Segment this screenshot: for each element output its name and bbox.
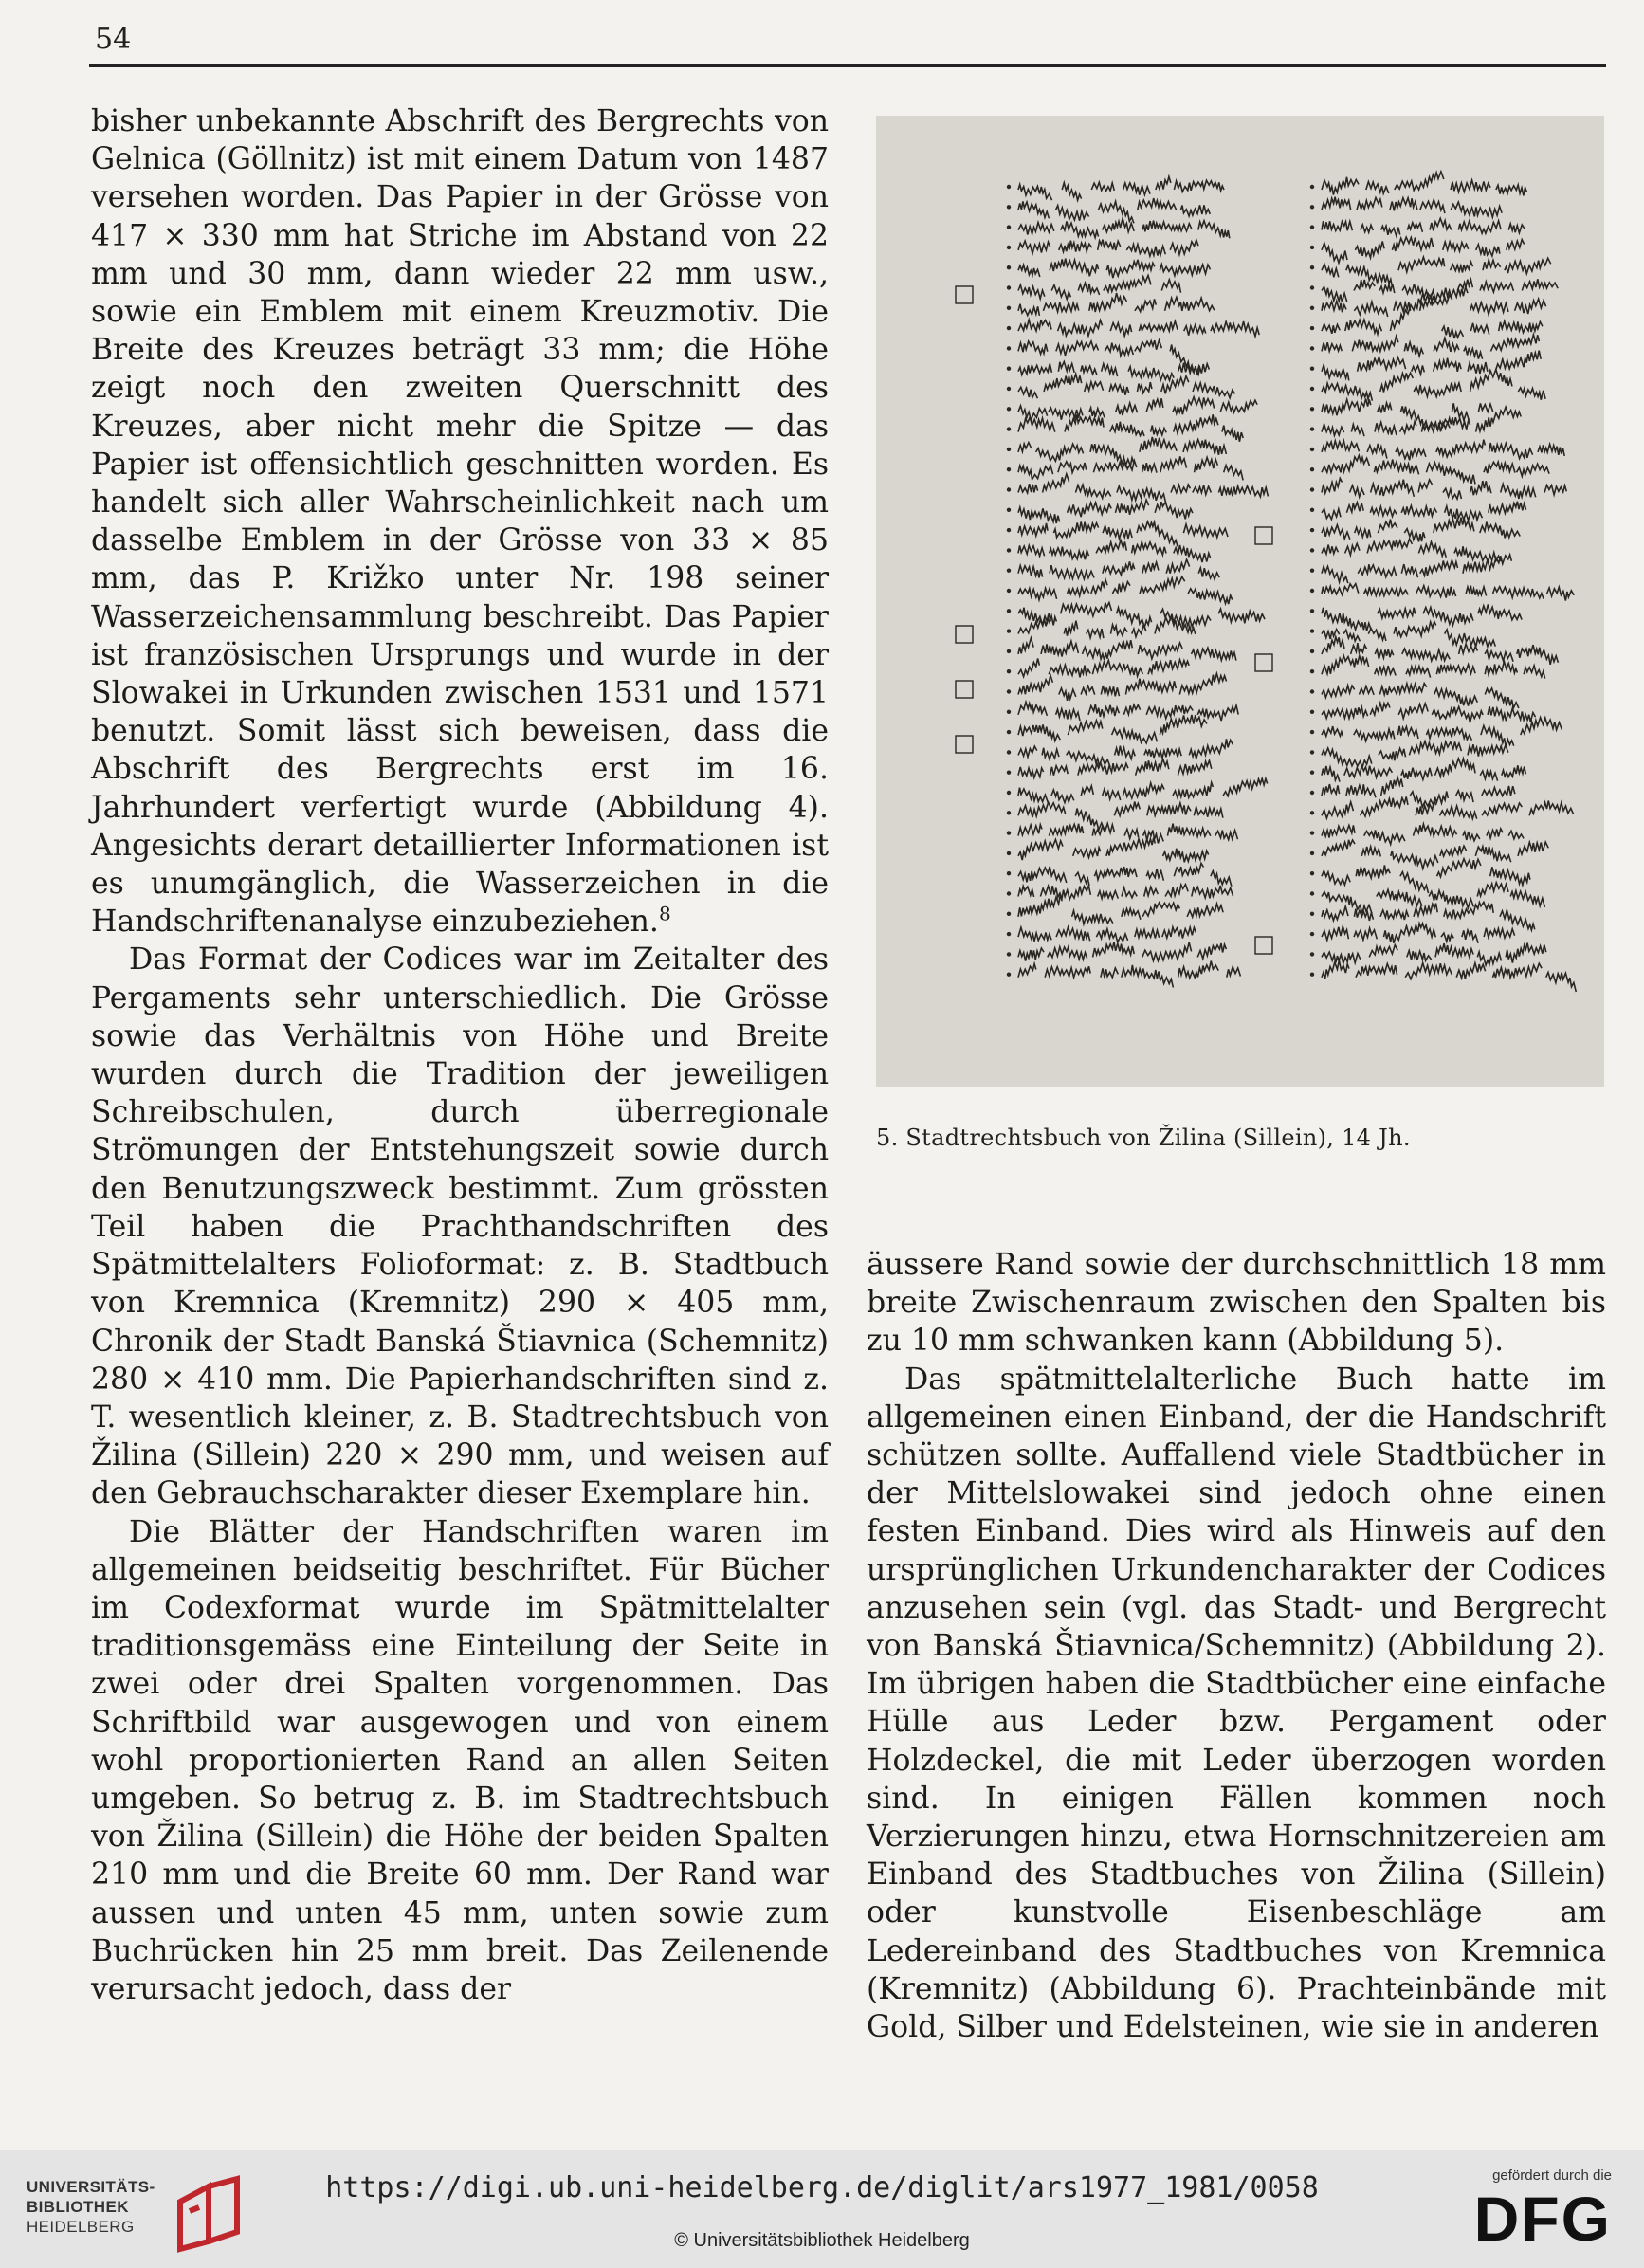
manuscript-bullet bbox=[1310, 831, 1314, 834]
manuscript-bullet bbox=[1007, 548, 1011, 552]
manuscript-bullet bbox=[1310, 548, 1314, 552]
manuscript-bullet bbox=[1310, 912, 1314, 916]
left-paragraph bbox=[91, 1513, 829, 2009]
manuscript-bullet bbox=[1007, 932, 1011, 936]
manuscript-bullet bbox=[1310, 649, 1314, 653]
source-url-link[interactable]: https://digi.ub.uni-heidelberg.de/diglit/ars1977_1981/0058 bbox=[325, 2171, 1319, 2204]
manuscript-bullet bbox=[1310, 326, 1314, 330]
manuscript-bullet bbox=[1310, 265, 1314, 269]
manuscript-bullet bbox=[1007, 427, 1011, 430]
library-name-line1: UNIVERSITÄTS- bbox=[27, 2178, 155, 2196]
manuscript-bullet bbox=[1007, 589, 1011, 593]
paragraph-text: Das Format der Codices war im Zeitalter des Pergaments sehr unterschiedlich. Die Grösse sowie das Verhältnis von Höhe und Breite wurden durch die Tradition der jeweiligen Schreibschulen, durch überregionale Strömungen der Entstehungszeit sowie durch den Benutzungszweck bestimmt. Zum grössten Teil haben die Prachthandschriften des Spätmittelalters Folioformat: z. B. Stadtbuch von Kremnica (Kremnitz) 290 × 405 mm, Chronik der Stadt Banská Štiavnica (Schemnitz) 280 × 410 mm. Die Papierhandschriften sind z. T. wesentlich kleiner, z. B. Stadtrechtsbuch von Žilina (Sillein) 220 × 290 mm, und weisen auf den Gebrauchscharakter dieser Exemplare hin. bbox=[91, 942, 829, 1511]
manuscript-bullet bbox=[1007, 407, 1011, 411]
manuscript-bullet bbox=[1007, 467, 1011, 471]
manuscript-bullet bbox=[1007, 973, 1011, 977]
manuscript-bullet bbox=[1310, 205, 1314, 209]
right-paragraph bbox=[867, 1361, 1606, 2047]
manuscript-bullet bbox=[1310, 487, 1314, 491]
manuscript-bullet bbox=[1310, 932, 1314, 936]
manuscript-bullet bbox=[1310, 407, 1314, 411]
manuscript-bullet bbox=[1310, 871, 1314, 875]
manuscript-bullet bbox=[1310, 387, 1314, 391]
page-number: 54 bbox=[95, 23, 132, 56]
manuscript-bullet bbox=[1007, 669, 1011, 673]
manuscript-bullet bbox=[1007, 246, 1011, 249]
manuscript-bullet bbox=[1310, 710, 1314, 714]
header-rule bbox=[89, 64, 1606, 67]
manuscript-bullet bbox=[1007, 508, 1011, 512]
library-name-line2: BIBLIOTHEK bbox=[27, 2198, 129, 2216]
manuscript-bullet bbox=[1310, 629, 1314, 632]
funder-note: gefördert durch die bbox=[1492, 2167, 1612, 2184]
manuscript-bullet bbox=[1007, 771, 1011, 775]
manuscript-bullet bbox=[1310, 508, 1314, 512]
manuscript-bullet bbox=[1310, 448, 1314, 451]
library-name-line3: HEIDELBERG bbox=[27, 2218, 135, 2236]
manuscript-bullet bbox=[1007, 387, 1011, 391]
manuscript-bullet bbox=[1007, 891, 1011, 895]
manuscript-bullet bbox=[1310, 225, 1314, 229]
manuscript-bullet bbox=[1310, 346, 1314, 350]
copyright-notice: © Universitätsbibliothek Heidelberg bbox=[674, 2230, 970, 2251]
manuscript-bullet bbox=[1310, 791, 1314, 795]
manuscript-bullet bbox=[1007, 487, 1011, 491]
manuscript-bullet bbox=[1007, 609, 1011, 613]
manuscript-bullet bbox=[1310, 467, 1314, 471]
manuscript-leaf bbox=[876, 116, 1604, 1087]
manuscript-bullet bbox=[1007, 205, 1011, 209]
manuscript-page-image bbox=[876, 116, 1604, 1087]
manuscript-bullet bbox=[1007, 306, 1011, 310]
manuscript-bullet bbox=[1007, 730, 1011, 734]
manuscript-bullet bbox=[1007, 367, 1011, 371]
manuscript-bullet bbox=[1007, 649, 1011, 653]
manuscript-bullet bbox=[1310, 669, 1314, 673]
manuscript-bullet bbox=[1007, 831, 1011, 834]
manuscript-bullet bbox=[1007, 326, 1011, 330]
manuscript-bullet bbox=[1007, 689, 1011, 693]
manuscript-bullet bbox=[1007, 791, 1011, 795]
manuscript-bullet bbox=[1007, 448, 1011, 451]
manuscript-bullet bbox=[1007, 871, 1011, 875]
dfg-logo: DFG bbox=[1473, 2184, 1612, 2254]
manuscript-bullet bbox=[1007, 710, 1011, 714]
manuscript-bullet bbox=[1007, 811, 1011, 814]
left-text-column bbox=[91, 102, 829, 2008]
manuscript-bullet bbox=[1310, 730, 1314, 734]
manuscript-bullet bbox=[1007, 225, 1011, 229]
manuscript-bullet bbox=[1310, 367, 1314, 371]
paragraph-text: bisher unbekannte Abschrift des Bergrechts von Gelnica (Göllnitz) ist mit einem Datum von 1487 versehen worden. Das Papier in der Grösse von 417 × 330 mm hat Striche im Abstand von 22 mm und 30 mm, dann wieder 22 mm usw., sowie ein Emblem mit einem Kreuzmotiv. Die Breite des Kreuzes beträgt 33 mm; die Höhe zeigt noch den zweiten Querschnitt des Kreuzes, aber nicht mehr die Spitze — das Papier ist offensichtlich geschnitten worden. Es handelt sich aller Wahrscheinlichkeit nach um dasselbe Emblem in der Grösse von 33 × 85 mm, das P. Križko unter Nr. 198 seiner Wasserzeichensammlung beschreibt. Das Papier ist französischen Ursprungs und wurde in der Slowakei in Urkunden zwischen 1531 und 1571 benutzt. Somit lässt sich beweisen, dass die Abschrift des Bergrechts erst im 16. Jahrhundert verfertigt wurde (Abbildung 4). Angesichts derart detaillierter Informationen ist es unumgänglich, die Wasserzeichen in die Handschriftenanalyse einzubeziehen. bbox=[91, 104, 829, 940]
manuscript-bullet bbox=[1310, 609, 1314, 613]
manuscript-bullet bbox=[1007, 851, 1011, 855]
manuscript-bullet bbox=[1007, 346, 1011, 350]
manuscript-bullet bbox=[1310, 973, 1314, 977]
manuscript-bullet bbox=[1310, 569, 1314, 573]
manuscript-bullet bbox=[1007, 285, 1011, 289]
manuscript-bullet bbox=[1310, 689, 1314, 693]
manuscript-bullet bbox=[1310, 306, 1314, 310]
manuscript-bullet bbox=[1007, 952, 1011, 956]
paragraph-text: Die Blätter der Handschriften waren im allgemeinen beidseitig beschriftet. Für Bücher im Codexformat wurde im Spätmittelalter traditionsgemäss eine Einteilung der Seite in zwei oder drei Spalten vorgenommen. Das Schriftbild war ausgewogen und von einem wohl proportionierten Rand an allen Seiten umgeben. So betrug z. B. im Stadtrechtsbuch von Žilina (Sillein) die Höhe der beiden Spalten 210 mm und die Breite 60 mm. Der Rand war aussen und unten 45 mm, unten sowie zum Buchrücken hin 25 mm breit. Das Zeilenende verursacht jedoch, dass der bbox=[91, 1514, 829, 2006]
manuscript-bullet bbox=[1007, 185, 1011, 189]
manuscript-bullet bbox=[1310, 427, 1314, 430]
manuscript-bullet bbox=[1310, 185, 1314, 189]
dfg-funder-block[interactable] bbox=[1456, 2167, 1612, 2254]
figure-caption: 5. Stadtrechtsbuch von Žilina (Sillein), 14 Jh. bbox=[876, 1125, 1411, 1151]
manuscript-bullet bbox=[1310, 750, 1314, 754]
manuscript-bullet bbox=[1310, 851, 1314, 855]
manuscript-bullet bbox=[1310, 771, 1314, 775]
manuscript-bullet bbox=[1310, 891, 1314, 895]
manuscript-photo bbox=[876, 116, 1604, 1087]
manuscript-bullet bbox=[1007, 629, 1011, 632]
manuscript-bullet bbox=[1310, 952, 1314, 956]
manuscript-bullet bbox=[1310, 589, 1314, 593]
footer-bar bbox=[0, 2150, 1644, 2268]
footnote-marker[interactable]: 8 bbox=[658, 902, 671, 925]
paragraph-text: Das spätmittelalterliche Buch hatte im allgemeinen einen Einband, der die Handschrift schützen sollte. Auffallend viele Stadtbücher in der Mittelslowakei sind jedoch ohne einen festen Einband. Dies wird als Hinweis auf den ursprünglichen Urkundencharakter der Codices anzusehen sein (vgl. das Stadt- und Bergrecht von Banská Štiavnica/Schemnitz) (Abbildung 2). Im übrigen haben die Stadtbücher eine einfache Hülle aus Leder bzw. Pergament oder Holzdeckel, die mit Leder überzogen worden sind. In einigen Fällen kommen noch Verzierungen hinzu, etwa Hornschnitzereien am Einband des Stadtbuches von Žilina (Sillein) oder kunstvolle Eisenbeschläge am Ledereinband des Stadtbuches von Kremnica (Kremnitz) (Abbildung 6). Prachteinbände mit Gold, Silber und Edelsteinen, wie sie in anderen bbox=[867, 1362, 1606, 2045]
right-paragraph bbox=[867, 1246, 1606, 1361]
manuscript-bullet bbox=[1007, 528, 1011, 532]
manuscript-bullet bbox=[1310, 528, 1314, 532]
manuscript-bullet bbox=[1007, 569, 1011, 573]
manuscript-bullet bbox=[1007, 912, 1011, 916]
manuscript-bullet bbox=[1310, 811, 1314, 814]
paragraph-text: äussere Rand sowie der durchschnittlich 18 mm breite Zwischenraum zwischen den Spalten bis zu 10 mm schwanken kann (Abbildung 5). bbox=[867, 1248, 1606, 1359]
manuscript-bullet bbox=[1007, 750, 1011, 754]
left-paragraph bbox=[91, 102, 829, 941]
left-paragraph bbox=[91, 941, 829, 1512]
manuscript-bullet bbox=[1310, 285, 1314, 289]
right-text-column bbox=[867, 1246, 1606, 2046]
manuscript-bullet bbox=[1310, 246, 1314, 249]
manuscript-bullet bbox=[1007, 265, 1011, 269]
